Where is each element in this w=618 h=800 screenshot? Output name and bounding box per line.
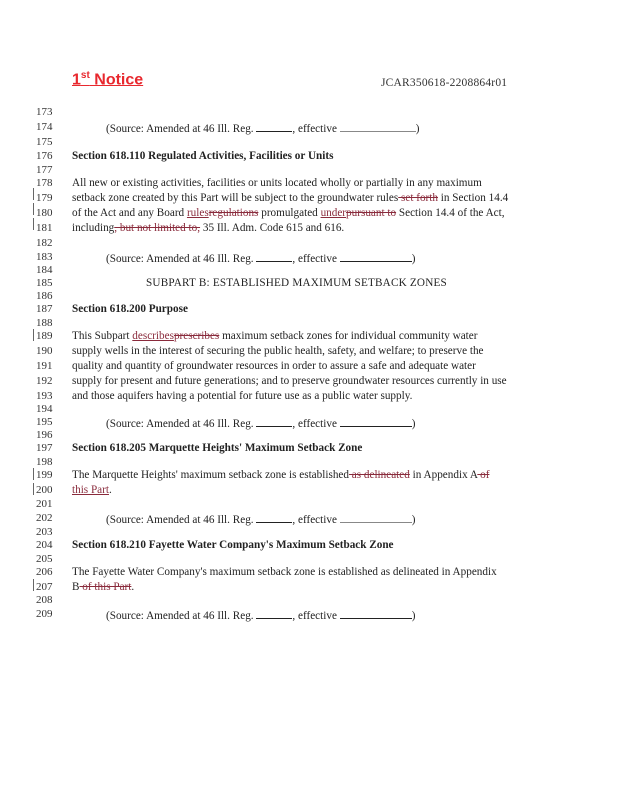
line-number: 202 (36, 512, 53, 524)
line-number: 208 (36, 594, 53, 606)
change-bar (33, 468, 34, 480)
body-line: supply for present and future generations; and to preserve groundwater resources currently in use (72, 375, 507, 387)
line-number: 188 (36, 317, 53, 329)
line-number: 195 (36, 416, 53, 428)
line-number: 197 (36, 442, 53, 454)
line-number: 209 (36, 608, 53, 620)
line-number: 193 (36, 390, 53, 402)
change-bar (33, 203, 34, 215)
body-line: All new or existing activities, facilities or units located wholly or partially in any maximum (72, 177, 482, 189)
source-note: (Source: Amended at 46 Ill. Reg. , effective ) (106, 418, 416, 430)
body-line: of the Act and any Board rulesregulations promulgated underpursuant to Section 14.4 of the Act, (72, 207, 505, 219)
source-note: (Source: Amended at 46 Ill. Reg. , effective ) (106, 253, 416, 265)
first-notice-label: 1st Notice (72, 70, 144, 89)
change-bar (33, 218, 34, 230)
source-note: (Source: Amended at 46 Ill. Reg. , effective ) (106, 123, 420, 135)
source-note: (Source: Amended at 46 Ill. Reg. , effective ) (106, 610, 416, 622)
line-number: 205 (36, 553, 53, 565)
body-line: quality and quantity of groundwater resources in order to assure a safe and adequate water (72, 360, 476, 372)
line-number: 203 (36, 526, 53, 538)
body-line: The Marquette Heights' maximum setback zone is established as delineated in Appendix A of (72, 469, 490, 481)
document-id: JCAR350618-2208864r01 (381, 77, 508, 89)
body-line: this Part. (72, 484, 112, 496)
line-number: 174 (36, 121, 53, 133)
line-number: 192 (36, 375, 53, 387)
change-bar (33, 329, 34, 341)
section-heading: Section 618.205 Marquette Heights' Maximum Setback Zone (72, 442, 363, 454)
body-line: The Fayette Water Company's maximum setback zone is established as delineated in Appendix (72, 566, 497, 578)
body-line: including, but not limited to, 35 Ill. Adm. Code 615 and 616. (72, 222, 345, 234)
line-number: 173 (36, 106, 53, 118)
line-number: 201 (36, 498, 53, 510)
line-number: 184 (36, 264, 53, 276)
line-number: 187 (36, 303, 53, 315)
section-heading: Section 618.210 Fayette Water Company's Maximum Setback Zone (72, 539, 394, 551)
line-number: 196 (36, 429, 53, 441)
line-number: 206 (36, 566, 53, 578)
line-number: 199 (36, 469, 53, 481)
change-bar (33, 188, 34, 200)
line-number: 189 (36, 330, 53, 342)
line-number: 185 (36, 277, 53, 289)
body-line: B of this Part. (72, 581, 135, 593)
line-number: 176 (36, 150, 53, 162)
line-number: 194 (36, 403, 53, 415)
line-number: 198 (36, 456, 53, 468)
body-line: This Subpart describesprescribes maximum setback zones for individual community water (72, 330, 478, 342)
line-number: 183 (36, 251, 53, 263)
source-note: (Source: Amended at 46 Ill. Reg. , effective ) (106, 514, 416, 526)
line-number: 207 (36, 581, 53, 593)
line-number: 186 (36, 290, 53, 302)
change-bar (33, 579, 34, 591)
subpart-heading: SUBPART B: ESTABLISHED MAXIMUM SETBACK ZONES (146, 277, 447, 289)
line-number: 190 (36, 345, 53, 357)
body-line: setback zone created by this Part will be subject to the groundwater rules set forth in Section 14.4 (72, 192, 509, 204)
line-number: 191 (36, 360, 53, 372)
body-line: and those aquifers having a potential for future use as a public water supply. (72, 390, 413, 402)
change-bar (33, 483, 34, 495)
section-heading: Section 618.200 Purpose (72, 303, 188, 315)
body-line: supply wells in the interest of securing the public health, safety, and welfare; to preserve the (72, 345, 484, 357)
line-number: 175 (36, 136, 53, 148)
line-number: 181 (36, 222, 53, 234)
line-number: 177 (36, 164, 53, 176)
line-number: 204 (36, 539, 53, 551)
line-number: 200 (36, 484, 53, 496)
line-number: 178 (36, 177, 53, 189)
line-number: 182 (36, 237, 53, 249)
line-number: 180 (36, 207, 53, 219)
line-number: 179 (36, 192, 53, 204)
section-heading: Section 618.110 Regulated Activities, Facilities or Units (72, 150, 334, 162)
